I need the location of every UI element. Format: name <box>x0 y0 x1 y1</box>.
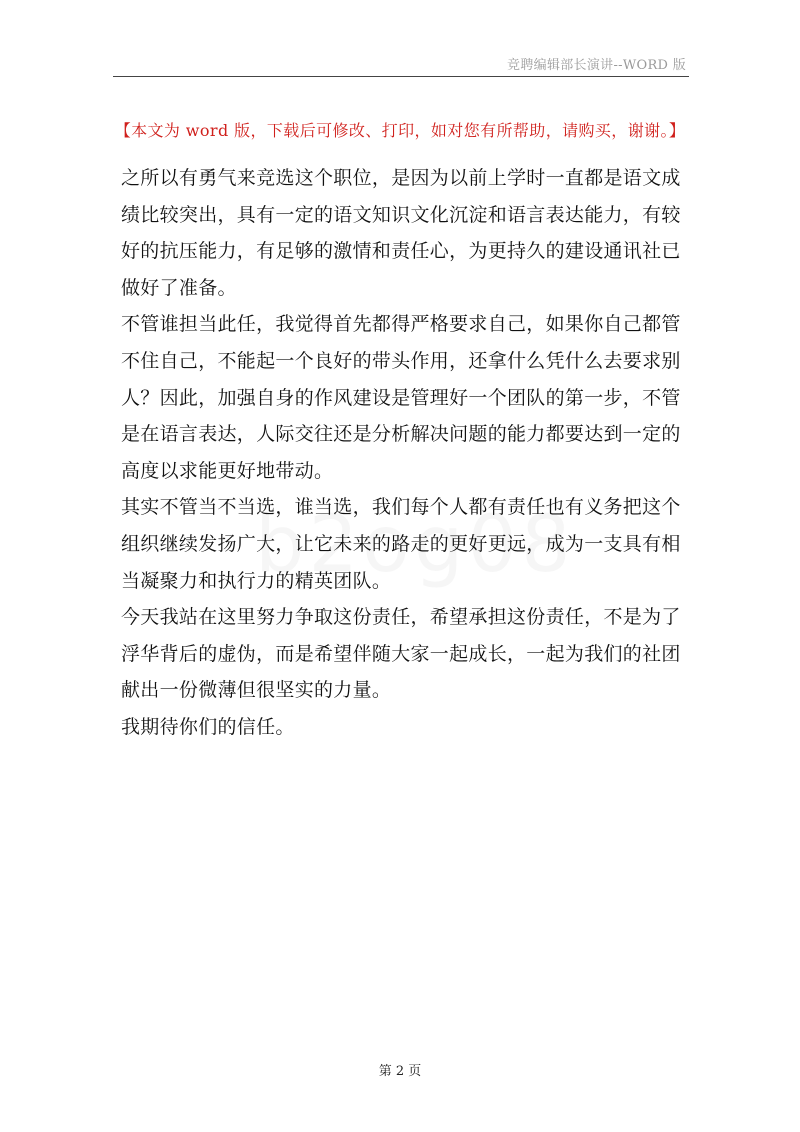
body-text <box>121 160 689 746</box>
header-rule <box>113 76 689 77</box>
paragraph: 我期待你们的信任。 <box>121 715 295 738</box>
page-header-title: 竞聘编辑部长演讲--WORD 版 <box>507 58 686 73</box>
paragraph: 其实不管当不当选，谁当选，我们每个人都有责任也有义务把这个组织继续发扬广大，让它未来的路走的更好更远，成为一支具有相当凝聚力和执行力的精英团队。 <box>121 496 681 592</box>
paragraph: 今天我站在这里努力争取这份责任，希望承担这份责任，不是为了浮华背后的虚伪，而是希望伴随大家一起成长，一起为我们的社团献出一份微薄但很坚实的力量。 <box>121 606 681 702</box>
paragraph: 不管谁担当此任，我觉得首先都得严格要求自己，如果你自己都管不住自己，不能起一个良好的带头作用，还拿什么凭什么去要求别人？因此，加强自身的作风建设是管理好一个团队的第一步，不管是在语言表达，人际交往还是分析解决问题的能力都要达到一定的高度以求能更好地带动。 <box>121 313 681 482</box>
page-number: 第 2 页 <box>378 1064 422 1079</box>
download-notice: 【本文为 word 版，下载后可修改、打印，如对您有所帮助，请购买，谢谢。】 <box>114 121 686 140</box>
paragraph: 之所以有勇气来竞选这个职位，是因为以前上学时一直都是语文成绩比较突出，具有一定的语文知识文化沉淀和语言表达能力，有较好的抗压能力，有足够的激情和责任心，为更持久的建设通讯社已做好了准备。 <box>121 167 681 299</box>
